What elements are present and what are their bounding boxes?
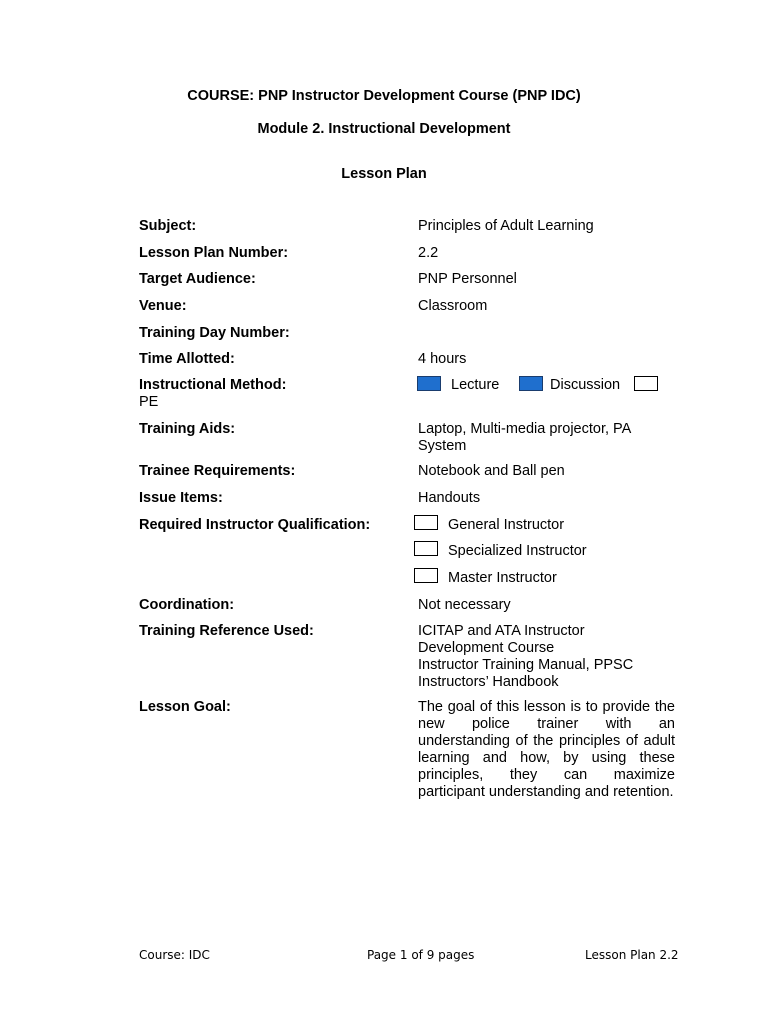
specialized-instructor-checkbox[interactable] — [414, 541, 438, 556]
general-instructor-checkbox[interactable] — [414, 515, 438, 530]
course-title: COURSE: PNP Instructor Development Course (PNP IDC) — [187, 88, 581, 104]
training-aids-label: Training Aids: — [139, 421, 236, 437]
issue-items-value: Handouts — [418, 490, 481, 506]
training-reference-line-2: Development Course — [418, 640, 555, 656]
footer-lesson-plan: Lesson Plan 2.2 — [585, 948, 679, 962]
training-aids-line-1: Laptop, Multi-media projector, PA — [418, 421, 632, 437]
trainee-requirements-label: Trainee Requirements: — [139, 463, 296, 479]
footer-page-number: Page 1 of 9 pages — [367, 948, 475, 962]
specialized-instructor-label: Specialized Instructor — [448, 543, 587, 559]
subject-label: Subject: — [139, 218, 197, 234]
trainee-requirements-value: Notebook and Ball pen — [418, 463, 565, 479]
instructional-method-label: Instructional Method: — [139, 377, 287, 393]
training-reference-label: Training Reference Used: — [139, 623, 314, 639]
training-day-number-label: Training Day Number: — [139, 325, 290, 341]
target-audience-label: Target Audience: — [139, 271, 256, 287]
instructor-qualification-label: Required Instructor Qualification: — [139, 517, 371, 533]
lesson-plan-number-value: 2.2 — [418, 245, 439, 261]
lesson-plan-number-label: Lesson Plan Number: — [139, 245, 289, 261]
venue-label: Venue: — [139, 298, 187, 314]
lecture-checkbox[interactable] — [417, 376, 441, 391]
discussion-checkbox[interactable] — [519, 376, 543, 391]
coordination-label: Coordination: — [139, 597, 235, 613]
target-audience-value: PNP Personnel — [418, 271, 517, 287]
general-instructor-label: General Instructor — [448, 517, 565, 533]
time-allotted-label: Time Allotted: — [139, 351, 235, 367]
issue-items-label: Issue Items: — [139, 490, 223, 506]
subject-value: Principles of Adult Learning — [418, 218, 594, 234]
lesson-goal-text: The goal of this lesson is to provide the new police trainer with an understanding of the principles of adult learning and how, by using these principles, they can maximize participant understanding and retention. — [418, 699, 675, 800]
training-reference-line-3: Instructor Training Manual, PPSC — [418, 657, 634, 673]
time-allotted-value: 4 hours — [418, 351, 467, 367]
venue-value: Classroom — [418, 298, 488, 314]
lecture-option-label: Lecture — [451, 377, 500, 393]
master-instructor-checkbox[interactable] — [414, 568, 438, 583]
training-reference-line-4: Instructors’ Handbook — [418, 674, 559, 690]
discussion-option-label: Discussion — [550, 377, 621, 393]
lesson-goal-label: Lesson Goal: — [139, 699, 231, 715]
master-instructor-label: Master Instructor — [448, 570, 557, 586]
training-aids-line-2: System — [418, 438, 467, 454]
training-reference-line-1: ICITAP and ATA Instructor — [418, 623, 585, 639]
pe-checkbox[interactable] — [634, 376, 658, 391]
pe-option-label: PE — [139, 394, 159, 410]
module-title: Module 2. Instructional Development — [257, 121, 511, 137]
coordination-value: Not necessary — [418, 597, 511, 613]
document-type-title: Lesson Plan — [341, 166, 427, 182]
footer-course: Course: IDC — [139, 948, 210, 962]
